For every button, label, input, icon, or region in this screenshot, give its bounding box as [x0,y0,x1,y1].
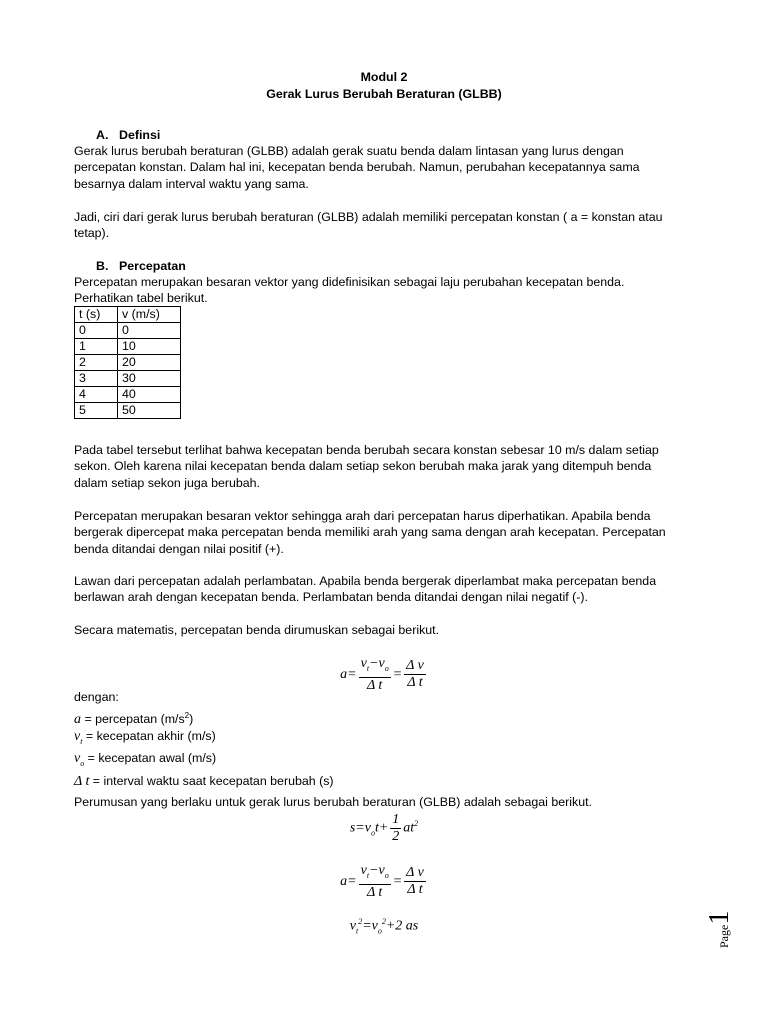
table-cell: 5 [75,403,118,419]
table-cell: 40 [118,387,181,403]
table-cell: 1 [75,339,118,355]
variable-definitions [74,689,474,790]
table-cell: 10 [118,339,181,355]
page-number: 1 [704,910,735,925]
table-cell: 3 [75,371,118,387]
text-line: Lawan dari percepatan adalah perlambatan. Apabila benda bergerak diperlambat maka percepatan benda [74,574,657,588]
text-line: Perhatikan tabel berikut. [74,291,208,306]
velocity-squared-formula: $v_t^2=v_o^2+2$ as [349,917,419,936]
glbb-formulas-intro: Perumusan yang berlaku untuk gerak lurus berubah beraturan (GLBB) adalah sebagai berikut. [74,795,592,809]
table-cell: 0 [118,323,181,339]
deceleration-paragraph [74,573,714,606]
table-header-row [75,307,181,323]
section-b-heading [96,258,186,274]
velocity-table [74,306,181,419]
table-header-cell: v (m/s) [118,307,181,323]
section-b-label: B. [96,259,109,273]
table-row [75,403,181,419]
text-line: benda ditandai dengan nilai positif (+). [74,541,284,556]
text-line: besarnya dalam interval waktu yang sama. [74,176,309,191]
table-cell: 30 [118,371,181,387]
table-cell: 2 [75,355,118,371]
table-row [75,371,181,387]
section-a-heading [96,127,160,143]
definition-vo: $v_o$ = kecepatan awal (m/s) [74,751,217,769]
text-line: Gerak lurus berubah beraturan (GLBB) adalah gerak suatu benda dalam lintasan yang lurus dengan [74,144,624,158]
text-line: bergerak dipercepat maka percepatan benda memiliki arah yang sama dengan arah kecepatan. Percepatan [74,525,666,540]
text-line: Pada tabel tersebut terlihat bahwa kecepatan benda berubah secara konstan sebesar 10 m/s dalam setiap [74,443,659,457]
acceleration-formula-2: a= $\frac{v_t-v_o}{\text{Δ t}}$ = $\frac{\text{Δ v}}{\text{Δ t}}$ [340,863,424,900]
page-title: Gerak Lurus Berubah Beraturan (GLBB) [266,87,502,101]
acceleration-intro [74,274,714,307]
page-word: Page [717,924,731,948]
characteristic-paragraph [74,209,714,242]
page-number-mark [704,908,752,948]
definitions-label: dengan: [74,690,119,704]
table-explanation [74,442,714,491]
displacement-formula: $s=v_ot+$ $\frac{1}{2}$ $at^2$ [349,812,419,844]
definition-a: a = percepatan $(m/s^2)$ [74,710,194,727]
section-a-title: Definsi [119,128,161,142]
acceleration-formula: a= $\frac{v_t-v_o}{\text{Δ t}}$ = $\frac{\text{Δ v}}{\text{Δ t}}$ [340,656,424,693]
definition-dt: Δ t = interval waktu saat kecepatan berubah (s) [74,773,334,789]
table-row [75,387,181,403]
table-cell: 0 [75,323,118,339]
section-a-label: A. [96,128,109,142]
text-line: berlawan arah dengan kecepatan benda. Perlambatan benda ditandai dengan nilai negatif (-). [74,590,588,605]
text-line: Percepatan merupakan besaran vektor sehingga arah dari percepatan harus diperhatikan. Apabila benda [74,509,651,523]
text-line: Percepatan merupakan besaran vektor yang didefinisikan sebagai laju perubahan kecepatan benda. [74,275,625,289]
table-cell: 4 [75,387,118,403]
text-line: sekon. Oleh karena nilai kecepatan benda dalam setiap sekon berubah maka jarak yang ditempuh benda [74,459,652,474]
text-line: dalam setiap sekon juga berubah. [74,475,260,490]
formula-intro: Secara matematis, percepatan benda dirumuskan sebagai berikut. [74,623,440,637]
definition-vt: $v_t$ = kecepatan akhir (m/s) [74,729,216,746]
definition-paragraph [74,143,714,192]
table-row [75,323,181,339]
text-line: tetap). [74,226,110,241]
table-row [75,355,181,371]
text-line: percepatan konstan. Dalam hal ini, kecepatan benda berubah. Namun, perubahan kecepatannya sama [74,160,640,175]
table-header-cell: t (s) [75,307,118,323]
table-row [75,339,181,355]
module-label: Modul 2 [360,70,408,84]
table-cell: 50 [118,403,181,419]
text-line: Jadi, ciri dari gerak lurus berubah beraturan (GLBB) adalah memiliki percepatan konstan ( a = konstan atau [74,210,663,224]
vector-paragraph [74,508,714,557]
table-cell: 20 [118,355,181,371]
section-b-title: Percepatan [119,259,186,273]
